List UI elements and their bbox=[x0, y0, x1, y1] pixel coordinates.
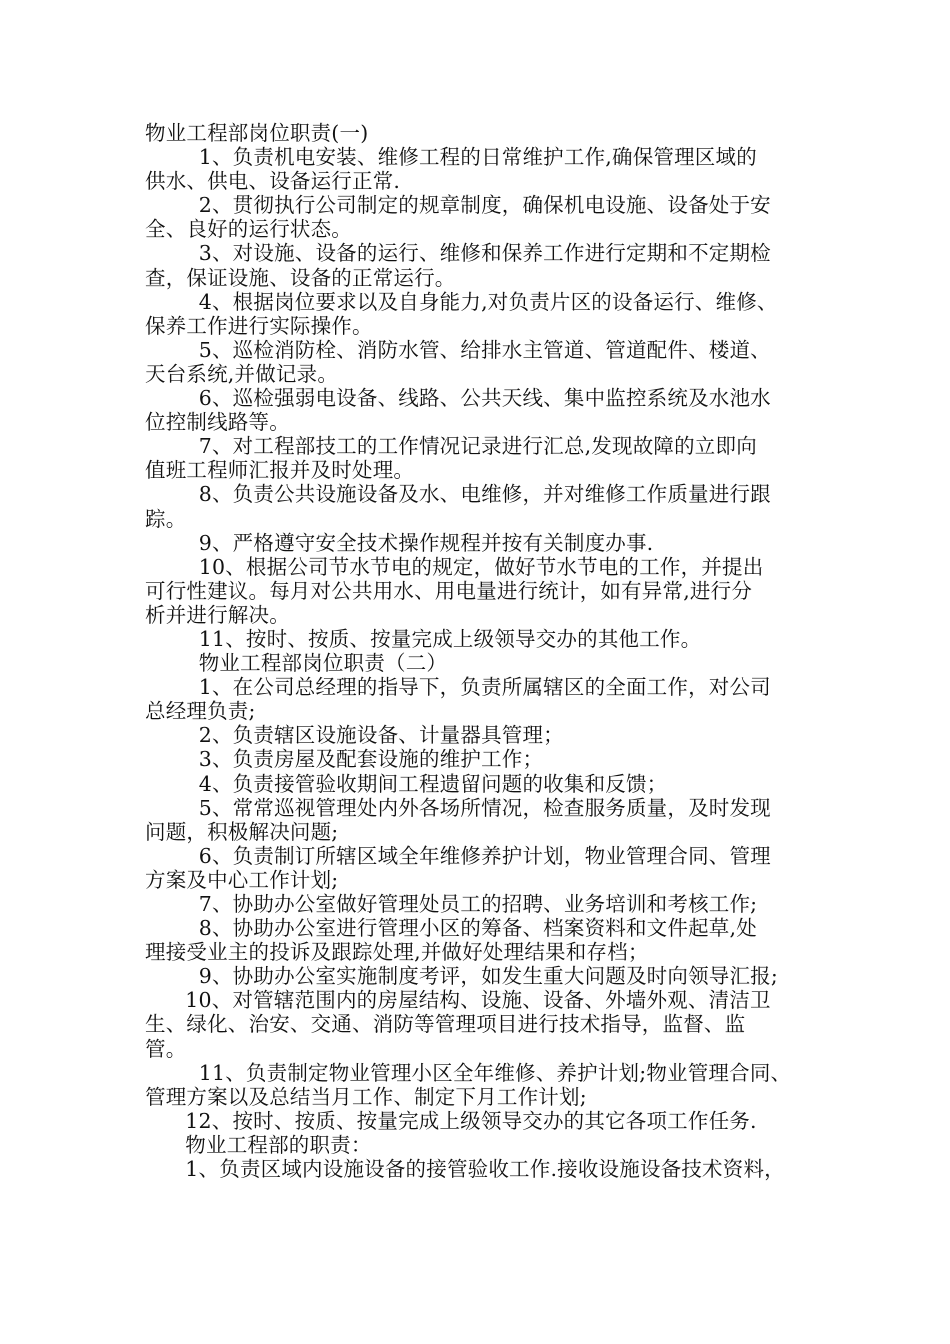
text-line: 11、按时、按质、按量完成上级领导交办的其他工作。 bbox=[145, 626, 702, 651]
text-line: 7、对工程部技工的工作情况记录进行汇总,发现故障的立即向 bbox=[145, 434, 757, 459]
document-body bbox=[145, 121, 835, 1181]
text-line: 9、协助办公室实施制度考评，如发生重大问题及时向领导汇报; bbox=[145, 964, 778, 989]
text-line: 生、绿化、治安、交通、消防等管理项目进行技术指导，监督、监 bbox=[145, 1012, 746, 1037]
text-line: 5、巡检消防栓、消防水管、给排水主管道、管道配件、楼道、 bbox=[145, 337, 771, 362]
text-line: 2、负责辖区设施设备、计量器具管理； bbox=[145, 723, 564, 748]
text-line: 3、负责房屋及配套设施的维护工作； bbox=[145, 747, 544, 772]
text-line: 物业工程部岗位职责（二） bbox=[145, 651, 448, 676]
text-line: 保养工作进行实际操作。 bbox=[145, 313, 373, 338]
text-line: 2、贯彻执行公司制定的规章制度，确保机电设施、设备处于安 bbox=[145, 193, 771, 218]
text-line: 管理方案以及总结当月工作、制定下月工作计划; bbox=[145, 1084, 587, 1109]
text-line: 位控制线路等。 bbox=[145, 410, 290, 435]
text-line: 理接受业主的投诉及跟踪处理,并做好处理结果和存档； bbox=[145, 940, 649, 965]
text-line: 供水、供电、设备运行正常. bbox=[145, 169, 401, 194]
text-line: 10、对管辖范围内的房屋结构、设施、设备、外墙外观、清洁卫 bbox=[145, 988, 771, 1013]
text-line: 全、良好的运行状态。 bbox=[145, 217, 352, 242]
text-line: 1、负责机电安装、维修工程的日常维护工作,确保管理区域的 bbox=[145, 145, 757, 170]
text-line: 查，保证设施、设备的正常运行。 bbox=[145, 265, 456, 290]
text-line: 管。 bbox=[145, 1036, 187, 1061]
text-line: 7、协助办公室做好管理处员工的招聘、业务培训和考核工作; bbox=[145, 892, 758, 916]
text-line: 4、负责接管验收期间工程遗留问题的收集和反馈； bbox=[145, 771, 668, 796]
text-line: 9、严格遵守安全技术操作规程并按有关制度办事. bbox=[145, 530, 654, 555]
text-line: 总经理负责; bbox=[145, 699, 256, 724]
text-line: 12、按时、按质、按量完成上级领导交办的其它各项工作任务. bbox=[145, 1108, 757, 1133]
text-line: 4、根据岗位要求以及自身能力,对负责片区的设备运行、维修、 bbox=[145, 289, 778, 314]
text-line: 11、负责制定物业管理小区全年维修、养护计划;物业管理合同、 bbox=[145, 1060, 792, 1085]
text-line: 问题，积极解决问题; bbox=[145, 819, 339, 844]
text-line: 析并进行解决。 bbox=[145, 602, 290, 627]
text-line: 8、协助办公室进行管理小区的筹备、档案资料和文件起草,处 bbox=[145, 916, 757, 941]
text-line: 5、常常巡视管理处内外各场所情况，检查服务质量，及时发现 bbox=[145, 795, 771, 820]
text-line: 1、在公司总经理的指导下，负责所属辖区的全面工作，对公司 bbox=[145, 675, 771, 700]
text-line: 天台系统,并做记录。 bbox=[145, 361, 339, 386]
text-line: 3、对设施、设备的运行、维修和保养工作进行定期和不定期检 bbox=[145, 241, 771, 266]
text-line: 8、负责公共设施设备及水、电维修，并对维修工作质量进行跟 bbox=[145, 482, 771, 507]
text-line: 10、根据公司节水节电的规定，做好节水节电的工作，并提出 bbox=[145, 554, 764, 579]
text-line: 踪。 bbox=[145, 506, 187, 531]
text-line: 6、巡检强弱电设备、线路、公共天线、集中监控系统及水池水 bbox=[145, 386, 771, 411]
text-line: 方案及中心工作计划; bbox=[145, 867, 339, 892]
text-line: 6、负责制订所辖区域全年维修养护计划，物业管理合同、管理 bbox=[145, 843, 771, 868]
text-line: 值班工程师汇报并及时处理。 bbox=[145, 458, 415, 483]
text-line: 物业工程部的职责： bbox=[145, 1132, 372, 1157]
document-title: 物业工程部岗位职责(一) bbox=[145, 121, 369, 145]
text-line: 可行性建议。每月对公共用水、用电量进行统计，如有异常,进行分 bbox=[145, 578, 753, 603]
text-line: 1、负责区域内设施设备的接管验收工作.接收设施设备技术资料， bbox=[145, 1157, 785, 1182]
